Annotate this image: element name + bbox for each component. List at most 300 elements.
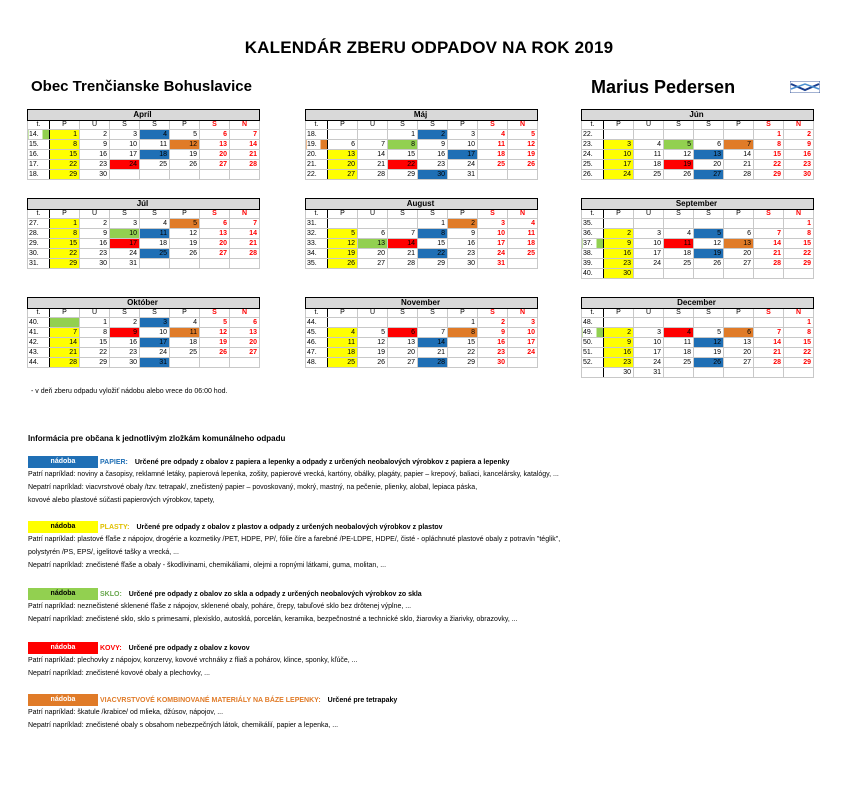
day-cell: 23 xyxy=(418,160,448,170)
week-row xyxy=(306,140,538,150)
week-row xyxy=(28,328,260,338)
week-row xyxy=(582,219,814,229)
day-cell: 23 xyxy=(448,249,478,259)
week-number: 35. xyxy=(582,219,604,229)
day-cell: 5 xyxy=(170,219,200,229)
day-header: P xyxy=(170,210,200,219)
day-cell: 30 xyxy=(80,259,110,269)
day-cell: 12 xyxy=(694,239,724,249)
day-cell xyxy=(634,219,664,229)
week-number: 22. xyxy=(582,130,604,140)
day-cell: 3 xyxy=(478,219,508,229)
week-row xyxy=(306,259,538,269)
week-row xyxy=(582,368,814,378)
week-row xyxy=(306,229,538,239)
week-row xyxy=(582,249,814,259)
category-label: VIACVRSTVOVÉ KOMBINOVANÉ MATERIÁLY NA BÁZE LEPENKY: xyxy=(100,696,321,704)
day-cell: 12 xyxy=(694,338,724,348)
day-cell: 8 xyxy=(50,229,80,239)
day-header: S xyxy=(110,309,140,318)
day-cell: 20 xyxy=(200,150,230,160)
week-number: 21. xyxy=(306,160,328,170)
day-cell: 12 xyxy=(508,140,538,150)
day-cell: 19 xyxy=(358,348,388,358)
week-row xyxy=(28,219,260,229)
day-header: S xyxy=(754,309,784,318)
week-row xyxy=(582,239,814,249)
day-cell xyxy=(110,170,140,180)
day-cell xyxy=(604,318,634,328)
waste-info-section xyxy=(28,588,518,626)
day-cell: 28 xyxy=(418,358,448,368)
month-calendar xyxy=(581,109,814,180)
day-cell: 26 xyxy=(328,259,358,269)
week-row xyxy=(582,338,814,348)
day-header: Š xyxy=(694,121,724,130)
day-cell: 26 xyxy=(200,348,230,358)
day-header: P xyxy=(328,309,358,318)
week-row xyxy=(28,130,260,140)
week-number: 43. xyxy=(28,348,50,358)
day-header: Š xyxy=(418,210,448,219)
day-cell: 17 xyxy=(634,249,664,259)
day-header: P xyxy=(604,309,634,318)
day-cell xyxy=(754,318,784,328)
day-header: Š xyxy=(140,309,170,318)
day-cell xyxy=(634,269,664,279)
week-row xyxy=(306,318,538,328)
day-header: N xyxy=(508,309,538,318)
company-logo-icon xyxy=(790,81,820,93)
day-cell: 8 xyxy=(388,140,418,150)
day-header: t. xyxy=(582,309,604,318)
day-header: S xyxy=(664,309,694,318)
day-cell: 26 xyxy=(664,170,694,180)
day-header: U xyxy=(634,309,664,318)
day-cell: 19 xyxy=(694,249,724,259)
week-number: 42. xyxy=(28,338,50,348)
day-cell: 26 xyxy=(694,358,724,368)
week-number: 19. xyxy=(306,140,328,150)
day-cell: 30 xyxy=(478,358,508,368)
day-cell: 5 xyxy=(200,318,230,328)
collection-note: - v deň zberu odpadu vyložiť nádobu alebo vrece do 06:00 hod. xyxy=(31,388,228,395)
day-cell: 23 xyxy=(604,259,634,269)
day-cell: 10 xyxy=(140,328,170,338)
day-cell: 2 xyxy=(110,318,140,328)
bin-swatch: nádoba xyxy=(28,694,98,706)
day-cell xyxy=(694,219,724,229)
day-cell: 4 xyxy=(664,229,694,239)
day-cell: 3 xyxy=(448,130,478,140)
week-row xyxy=(28,259,260,269)
day-cell: 3 xyxy=(634,328,664,338)
day-cell: 1 xyxy=(80,318,110,328)
day-cell: 9 xyxy=(80,229,110,239)
day-cell: 21 xyxy=(754,348,784,358)
day-cell: 30 xyxy=(784,170,814,180)
day-cell: 17 xyxy=(110,239,140,249)
day-cell: 26 xyxy=(694,259,724,269)
category-description: Určené pre odpady z obalov z papiera a lepenky a odpady z určených neobalových výrobkov z papiera a lepenky xyxy=(134,458,510,466)
day-cell: 30 xyxy=(604,269,634,279)
day-cell: 5 xyxy=(328,229,358,239)
week-row xyxy=(306,338,538,348)
day-cell: 10 xyxy=(448,140,478,150)
info-line: Nepatrí napríklad: znečistené obaly s obsahom nebezpečných látok, chemikálií, papier a lepenka, ... xyxy=(28,722,339,729)
info-line: Patrí napríklad: plastové fľaše z nápojov, drogérie a kozmetiky /PET, HDPE, PP/, fólie číre a farebné /PE-LDPE, HDPE/, čisté - opláchnuté plastové obaly z potravín "téglik", xyxy=(28,536,561,543)
day-cell: 4 xyxy=(478,130,508,140)
day-header: t. xyxy=(582,121,604,130)
week-number: 40. xyxy=(582,269,604,279)
day-cell: 24 xyxy=(508,348,538,358)
info-line: Patrí napríklad: škatule /krabice/ od mlieka, džúsov, nápojov, ... xyxy=(28,709,224,716)
day-cell: 25 xyxy=(328,358,358,368)
day-cell xyxy=(634,318,664,328)
day-header: S xyxy=(478,309,508,318)
day-cell: 17 xyxy=(634,348,664,358)
day-cell: 3 xyxy=(508,318,538,328)
week-number: 33. xyxy=(306,239,328,249)
day-cell: 1 xyxy=(448,318,478,328)
day-cell: 21 xyxy=(230,239,260,249)
day-cell: 21 xyxy=(358,160,388,170)
day-header: t. xyxy=(28,210,50,219)
day-cell: 11 xyxy=(664,239,694,249)
day-cell: 18 xyxy=(634,160,664,170)
bin-swatch: nádoba xyxy=(28,456,98,468)
day-cell: 19 xyxy=(694,348,724,358)
day-cell xyxy=(388,318,418,328)
day-cell: 2 xyxy=(478,318,508,328)
day-cell: 29 xyxy=(388,170,418,180)
day-cell: 18 xyxy=(328,348,358,358)
day-cell xyxy=(358,130,388,140)
day-cell: 15 xyxy=(784,338,814,348)
day-cell: 11 xyxy=(170,328,200,338)
day-cell: 20 xyxy=(724,348,754,358)
week-number: 18. xyxy=(306,130,328,140)
day-cell xyxy=(694,130,724,140)
day-cell: 16 xyxy=(448,239,478,249)
day-cell: 19 xyxy=(328,249,358,259)
day-cell: 10 xyxy=(604,150,634,160)
day-cell: 13 xyxy=(388,338,418,348)
day-cell: 22 xyxy=(388,160,418,170)
day-cell: 18 xyxy=(664,249,694,259)
day-cell: 27 xyxy=(724,358,754,368)
month-calendar xyxy=(305,109,538,180)
day-cell xyxy=(634,130,664,140)
day-cell xyxy=(724,269,754,279)
day-header: t. xyxy=(306,309,328,318)
day-header: U xyxy=(80,121,110,130)
day-header: S xyxy=(754,210,784,219)
day-header: S xyxy=(664,210,694,219)
week-number: 15. xyxy=(28,140,50,150)
day-cell: 28 xyxy=(724,170,754,180)
day-cell: 4 xyxy=(634,140,664,150)
week-number: 26. xyxy=(582,170,604,180)
day-cell: 12 xyxy=(328,239,358,249)
day-cell: 27 xyxy=(358,259,388,269)
day-cell: 22 xyxy=(50,160,80,170)
day-cell: 12 xyxy=(170,229,200,239)
day-cell xyxy=(200,259,230,269)
day-cell: 27 xyxy=(200,160,230,170)
day-cell: 16 xyxy=(80,239,110,249)
week-row xyxy=(306,160,538,170)
day-cell: 31 xyxy=(448,170,478,180)
day-cell xyxy=(664,318,694,328)
waste-info-section xyxy=(28,694,397,732)
category-description: Určené pre odpady z obalov z plastov a odpady z určených neobalových výrobkov z plastov xyxy=(136,523,443,531)
day-cell: 27 xyxy=(200,249,230,259)
day-header: P xyxy=(604,210,634,219)
day-cell: 22 xyxy=(418,249,448,259)
day-cell: 6 xyxy=(328,140,358,150)
day-header: S xyxy=(388,121,418,130)
day-cell xyxy=(170,170,200,180)
day-cell: 6 xyxy=(694,140,724,150)
day-cell xyxy=(230,170,260,180)
info-line: Nepatrí napríklad: viacvrstvové obaly /tzv. tetrapak/, znečistený papier – povoskovaný, mokrý, mastný, na pečenie, plienky, alobal, lepiaca páska, xyxy=(28,484,478,491)
day-cell xyxy=(724,130,754,140)
day-header: P xyxy=(448,121,478,130)
day-cell: 10 xyxy=(508,328,538,338)
month-calendar xyxy=(581,198,814,279)
week-number: 24. xyxy=(582,150,604,160)
week-number: 20. xyxy=(306,150,328,160)
day-cell: 5 xyxy=(664,140,694,150)
week-number xyxy=(582,368,604,378)
day-cell: 14 xyxy=(754,239,784,249)
day-cell: 14 xyxy=(230,229,260,239)
day-cell: 10 xyxy=(634,338,664,348)
day-cell: 16 xyxy=(604,348,634,358)
day-cell: 25 xyxy=(664,358,694,368)
day-cell: 15 xyxy=(448,338,478,348)
day-cell: 9 xyxy=(110,328,140,338)
day-cell: 16 xyxy=(418,150,448,160)
day-cell: 4 xyxy=(328,328,358,338)
day-cell: 3 xyxy=(110,130,140,140)
day-cell: 7 xyxy=(754,328,784,338)
day-header: U xyxy=(634,121,664,130)
day-cell: 13 xyxy=(328,150,358,160)
day-cell: 21 xyxy=(230,150,260,160)
day-cell: 10 xyxy=(110,140,140,150)
day-cell: 18 xyxy=(140,150,170,160)
month-calendar xyxy=(305,297,538,368)
month-name: Máj xyxy=(306,110,538,121)
day-cell: 26 xyxy=(170,249,200,259)
info-line: Patrí napríklad: noviny a časopisy, reklamné letáky, papierová lepenka, zošity, papierové vrecká, kartóny, obálky, plagáty, papier – krepový, baliaci, kancelársky, katalógy, ... xyxy=(28,471,559,478)
day-header: P xyxy=(448,309,478,318)
day-cell xyxy=(478,170,508,180)
info-line: Nepatrí napríklad: znečistené sklo, sklo s primesami, plexisklo, autosklá, porcelán, keramika, bezpečnostné a technické sklo, žiarovky a žiarivky, obrazovky, ... xyxy=(28,616,518,623)
day-cell: 8 xyxy=(50,140,80,150)
category-description: Určené pre odpady z obalov zo skla a odpady z určených neobalových výrobkov zo skla xyxy=(128,590,422,598)
day-header: N xyxy=(230,309,260,318)
day-cell: 3 xyxy=(634,229,664,239)
day-cell: 24 xyxy=(110,249,140,259)
day-cell: 29 xyxy=(784,358,814,368)
day-header: S xyxy=(200,309,230,318)
day-header: N xyxy=(508,210,538,219)
day-cell: 29 xyxy=(754,170,784,180)
day-header: Š xyxy=(140,210,170,219)
week-row xyxy=(582,269,814,279)
week-number: 16. xyxy=(28,150,50,160)
day-cell: 13 xyxy=(724,338,754,348)
week-row xyxy=(28,338,260,348)
day-cell: 16 xyxy=(478,338,508,348)
day-cell: 5 xyxy=(694,229,724,239)
month-name: Apríl xyxy=(28,110,260,121)
day-cell: 26 xyxy=(508,160,538,170)
day-cell: 6 xyxy=(230,318,260,328)
day-cell xyxy=(754,219,784,229)
day-cell: 18 xyxy=(508,239,538,249)
day-cell: 18 xyxy=(478,150,508,160)
week-row xyxy=(28,318,260,328)
day-cell: 16 xyxy=(604,249,634,259)
day-header: S xyxy=(754,121,784,130)
day-cell xyxy=(358,219,388,229)
waste-info-section xyxy=(28,521,560,572)
info-heading: Informácia pre občana k jednotlivým zložkám komunálneho odpadu xyxy=(28,434,286,443)
week-row xyxy=(28,140,260,150)
day-cell: 24 xyxy=(478,249,508,259)
day-header: N xyxy=(784,121,814,130)
week-row xyxy=(28,239,260,249)
day-cell: 22 xyxy=(784,249,814,259)
day-cell: 24 xyxy=(634,358,664,368)
day-cell: 27 xyxy=(230,348,260,358)
day-cell: 9 xyxy=(448,229,478,239)
day-cell: 2 xyxy=(604,328,634,338)
day-cell: 25 xyxy=(478,160,508,170)
day-cell: 24 xyxy=(634,259,664,269)
day-cell xyxy=(200,358,230,368)
day-cell xyxy=(694,318,724,328)
info-line: Patrí napríklad: plechovky z nápojov, konzervy, kovové vrchnáky z fliaš a pohárov, klince, sponky, kľúče, ... xyxy=(28,657,358,664)
day-cell: 13 xyxy=(358,239,388,249)
day-cell: 30 xyxy=(110,358,140,368)
day-cell: 14 xyxy=(418,338,448,348)
day-cell: 5 xyxy=(694,328,724,338)
day-cell: 13 xyxy=(200,229,230,239)
day-cell: 20 xyxy=(388,348,418,358)
day-cell: 8 xyxy=(448,328,478,338)
day-cell: 7 xyxy=(418,328,448,338)
day-cell xyxy=(508,259,538,269)
day-cell: 28 xyxy=(230,160,260,170)
info-line: polystyrén /PS, EPS/, igelitové tašky a vrecká, ... xyxy=(28,549,179,556)
day-cell: 30 xyxy=(80,170,110,180)
day-cell: 2 xyxy=(604,229,634,239)
day-cell: 15 xyxy=(754,150,784,160)
day-cell: 28 xyxy=(230,249,260,259)
day-cell: 9 xyxy=(784,140,814,150)
month-calendar xyxy=(27,297,260,368)
week-row xyxy=(582,328,814,338)
day-cell: 2 xyxy=(784,130,814,140)
day-cell: 7 xyxy=(230,219,260,229)
day-cell: 10 xyxy=(110,229,140,239)
day-cell: 18 xyxy=(170,338,200,348)
day-header: Š xyxy=(418,309,448,318)
day-cell: 11 xyxy=(328,338,358,348)
day-cell: 29 xyxy=(784,259,814,269)
day-cell: 6 xyxy=(358,229,388,239)
bin-swatch: nádoba xyxy=(28,521,98,533)
day-header: N xyxy=(508,121,538,130)
week-number: 27. xyxy=(28,219,50,229)
day-cell: 4 xyxy=(140,130,170,140)
week-number: 31. xyxy=(28,259,50,269)
week-row xyxy=(306,170,538,180)
day-cell: 25 xyxy=(634,170,664,180)
day-cell: 25 xyxy=(170,348,200,358)
day-cell: 5 xyxy=(358,328,388,338)
day-cell: 3 xyxy=(140,318,170,328)
day-cell: 13 xyxy=(200,140,230,150)
week-row xyxy=(28,170,260,180)
week-number: 44. xyxy=(28,358,50,368)
day-cell xyxy=(328,318,358,328)
day-cell: 19 xyxy=(200,338,230,348)
day-cell: 14 xyxy=(724,150,754,160)
month-name: Október xyxy=(28,298,260,309)
day-cell: 30 xyxy=(604,368,634,378)
week-row xyxy=(306,239,538,249)
week-number: 41. xyxy=(28,328,50,338)
week-row xyxy=(582,259,814,269)
day-cell: 7 xyxy=(358,140,388,150)
day-cell: 4 xyxy=(140,219,170,229)
week-number: 44. xyxy=(306,318,328,328)
day-cell: 15 xyxy=(388,150,418,160)
day-header: S xyxy=(110,121,140,130)
day-cell: 16 xyxy=(110,338,140,348)
day-cell: 15 xyxy=(418,239,448,249)
day-cell: 2 xyxy=(418,130,448,140)
week-number: 35. xyxy=(306,259,328,269)
day-cell: 12 xyxy=(200,328,230,338)
day-header: t. xyxy=(306,210,328,219)
day-cell xyxy=(358,318,388,328)
day-cell xyxy=(694,368,724,378)
day-cell: 15 xyxy=(80,338,110,348)
day-cell xyxy=(200,170,230,180)
week-row xyxy=(306,328,538,338)
day-cell: 14 xyxy=(388,239,418,249)
day-cell: 20 xyxy=(358,249,388,259)
week-number: 29. xyxy=(28,239,50,249)
day-header: U xyxy=(80,210,110,219)
day-cell: 29 xyxy=(80,358,110,368)
week-number: 45. xyxy=(306,328,328,338)
week-number: 17. xyxy=(28,160,50,170)
day-cell: 20 xyxy=(230,338,260,348)
day-cell: 8 xyxy=(754,140,784,150)
month-name: August xyxy=(306,199,538,210)
month-name: Júl xyxy=(28,199,260,210)
week-row xyxy=(582,130,814,140)
week-row xyxy=(582,358,814,368)
